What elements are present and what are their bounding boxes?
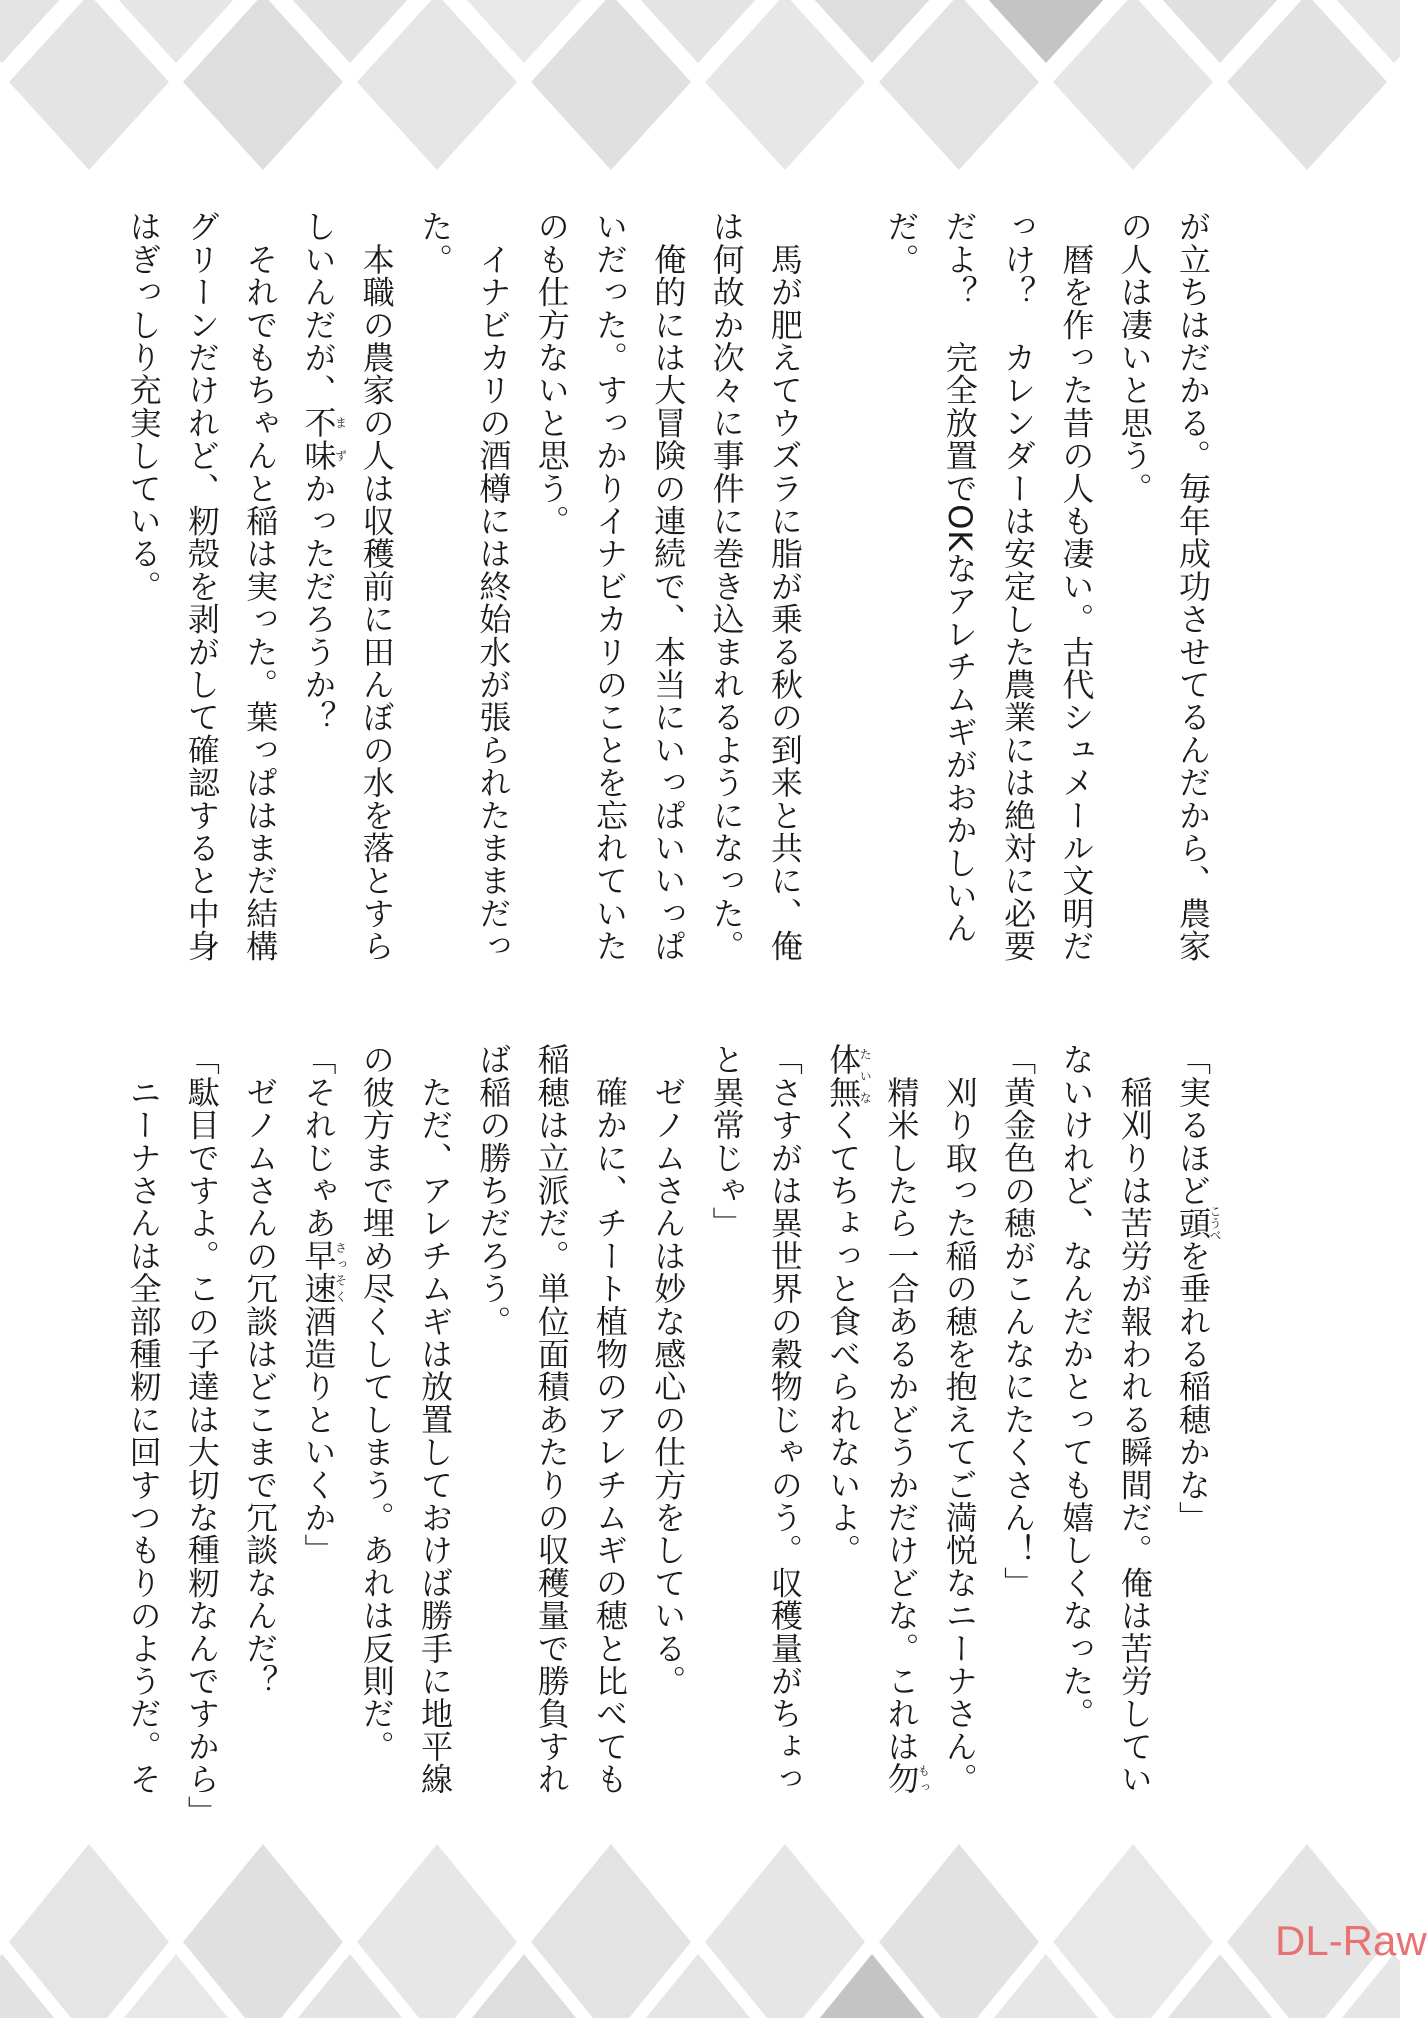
lower-text-column — [756, 1043, 814, 1795]
upper-text-column — [1047, 210, 1105, 962]
text-run: ゼノムさんは妙な感心の仕方をしている。 — [649, 1043, 688, 1697]
text-run: 「駄目ですよ。この子達は大切な種籾なんですから」 — [182, 1043, 221, 1828]
text-run: 暦を作った昔の人も凄い。古代シュメール文明だ — [1057, 210, 1096, 963]
text-run: かっただろうか？ — [299, 471, 338, 734]
lower-text-column — [1164, 1043, 1222, 1534]
diamond-shape — [879, 1844, 1039, 2018]
diamond-shape — [183, 1844, 343, 2018]
text-run: っけ？ カレンダーは安定した農業には絶対に必要 — [999, 210, 1038, 963]
upper-text-column — [406, 210, 464, 275]
text-run: 精米したら一合あるかどうかだけどな。これは — [882, 1043, 921, 1763]
text-run: は何故か次々に事件に巻き込まれるようになった。 — [707, 210, 746, 963]
furigana: もっ — [916, 1762, 931, 1796]
lower-text-column — [464, 1043, 522, 1337]
upper-text-column — [639, 210, 697, 962]
ruby-annotated-word: 体無たいな — [824, 1043, 873, 1109]
furigana: まず — [333, 406, 348, 472]
text-run: と異常じゃ」 — [707, 1043, 746, 1240]
text-run: 「実るほど — [1174, 1043, 1212, 1207]
lower-text-column — [348, 1043, 406, 1762]
text-run: ないけれど、なんだかとっても嬉しくなった。 — [1057, 1043, 1096, 1730]
lower-text-column — [581, 1043, 639, 1795]
upper-text-column — [348, 210, 406, 962]
upper-text-column — [989, 210, 1047, 962]
upper-text-column — [115, 210, 173, 602]
lower-text-column — [989, 1043, 1047, 1599]
ruby-annotated-word: 勿もっ — [882, 1762, 931, 1796]
text-run: のも仕方ないと思う。 — [532, 210, 571, 537]
upper-text-column — [523, 210, 581, 537]
lower-text-column — [698, 1043, 756, 1239]
text-run: グリーンだけれど、籾殻を剥がして確認すると中身 — [182, 210, 221, 963]
lower-text-column — [1106, 1043, 1164, 1795]
furigana: さっそく — [333, 1239, 348, 1305]
diamond-shape — [1053, 1844, 1213, 2018]
lower-text-column — [290, 1043, 348, 1566]
text-run: 稲刈りは苦労が報われる瞬間だ。俺は苦労してい — [1115, 1043, 1154, 1796]
text-run: 確かに、チート植物のアレチムギの穂と比べても — [591, 1043, 629, 1796]
upper-text-column — [231, 210, 289, 962]
watermark: DL-Raw — [1275, 1917, 1427, 1964]
lower-text-column — [639, 1043, 697, 1697]
upper-text-column — [931, 210, 989, 944]
diamond-shape — [705, 1844, 865, 2018]
lower-text-column — [1047, 1043, 1105, 1730]
upper-text-column — [873, 210, 931, 275]
upper-text-column — [290, 210, 348, 733]
text-run: はぎっしり充実している。 — [124, 210, 163, 603]
text-run: しいんだが、 — [299, 210, 338, 407]
furigana: たいな — [858, 1043, 873, 1109]
text-run: ば稲の勝ちだろう。 — [474, 1043, 513, 1338]
text-run: くてちょっと食べられないよ。 — [824, 1108, 863, 1567]
lower-text-column — [873, 1043, 931, 1795]
text-run: いだった。すっかりイナビカリのことを忘れていた — [591, 210, 629, 963]
text-run: を垂れる稲穂かな」 — [1174, 1239, 1212, 1534]
text-run: の人は凄いと思う。 — [1115, 210, 1154, 505]
text-run: 「それじゃあ — [299, 1043, 338, 1240]
text-run: 本職の農家の人は収穫前に田んぼの水を落とすら — [357, 210, 396, 963]
text-run: 刈り取った稲の穂を抱えてご満悦なニーナさん。 — [940, 1043, 979, 1796]
upper-text-column — [464, 210, 522, 962]
text-run: が立ちはだかる。毎年成功させてるんだから、農家 — [1174, 210, 1212, 963]
text-run: の彼方まで埋め尽くしてしまう。あれは反則だ。 — [357, 1043, 396, 1763]
text-run: それでもちゃんと稲は実った。葉っぱはまだ結構 — [241, 210, 280, 963]
upper-text-column — [756, 210, 814, 962]
text-run: 「さすがは異世界の穀物じゃのう。収穫量がちょっ — [765, 1043, 804, 1796]
upper-text-column — [581, 210, 639, 962]
text-run: 稲穂は立派だ。単位面積あたりの収穫量で勝負すれ — [532, 1043, 571, 1796]
lower-text-column — [814, 1043, 872, 1566]
upper-text-column — [1164, 210, 1222, 962]
text-run: 酒造りといくか」 — [299, 1304, 338, 1567]
text-run: 「黄金色の穂がこんなにたくさん！」 — [999, 1043, 1038, 1599]
diamond-shape — [9, 1844, 169, 2018]
text-run: た。 — [416, 210, 455, 276]
text-run: ニーナさんは全部種籾に回すつもりのようだ。そ — [124, 1043, 163, 1796]
ruby-annotated-word: 頭こうべ — [1174, 1204, 1222, 1241]
text-run: だ。 — [882, 210, 921, 276]
text-run: イナビカリの酒樽には終始水が張られたままだっ — [474, 210, 513, 963]
lower-text-column — [231, 1043, 289, 1697]
ruby-annotated-word: 不味まず — [299, 406, 348, 472]
lower-text-column — [523, 1043, 581, 1795]
upper-text-column — [173, 210, 231, 962]
diamond-shape — [531, 1844, 691, 2018]
furigana: こうべ — [1208, 1204, 1222, 1241]
lower-text-column — [173, 1043, 231, 1828]
lower-text-column — [115, 1043, 173, 1795]
lower-text-column — [931, 1043, 989, 1795]
text-run: ただ、アレチムギは放置しておけば勝手に地平線 — [416, 1043, 455, 1796]
text-run: 馬が肥えてウズラに脂が乗る秋の到来と共に、俺 — [765, 210, 804, 963]
upper-text-column — [1106, 210, 1164, 504]
text-run: だよ？ 完全放置でOKなアレチムギがおかしいん — [940, 210, 979, 945]
upper-text-column — [698, 210, 756, 962]
diamond-shape — [357, 1844, 517, 2018]
text-run: 俺的には大冒険の連続で、本当にいっぱいいっぱ — [649, 210, 688, 963]
ruby-annotated-word: 早速さっそく — [299, 1239, 348, 1305]
text-run: ゼノムさんの冗談はどこまで冗談なんだ？ — [241, 1043, 280, 1697]
lower-text-column — [406, 1043, 464, 1795]
